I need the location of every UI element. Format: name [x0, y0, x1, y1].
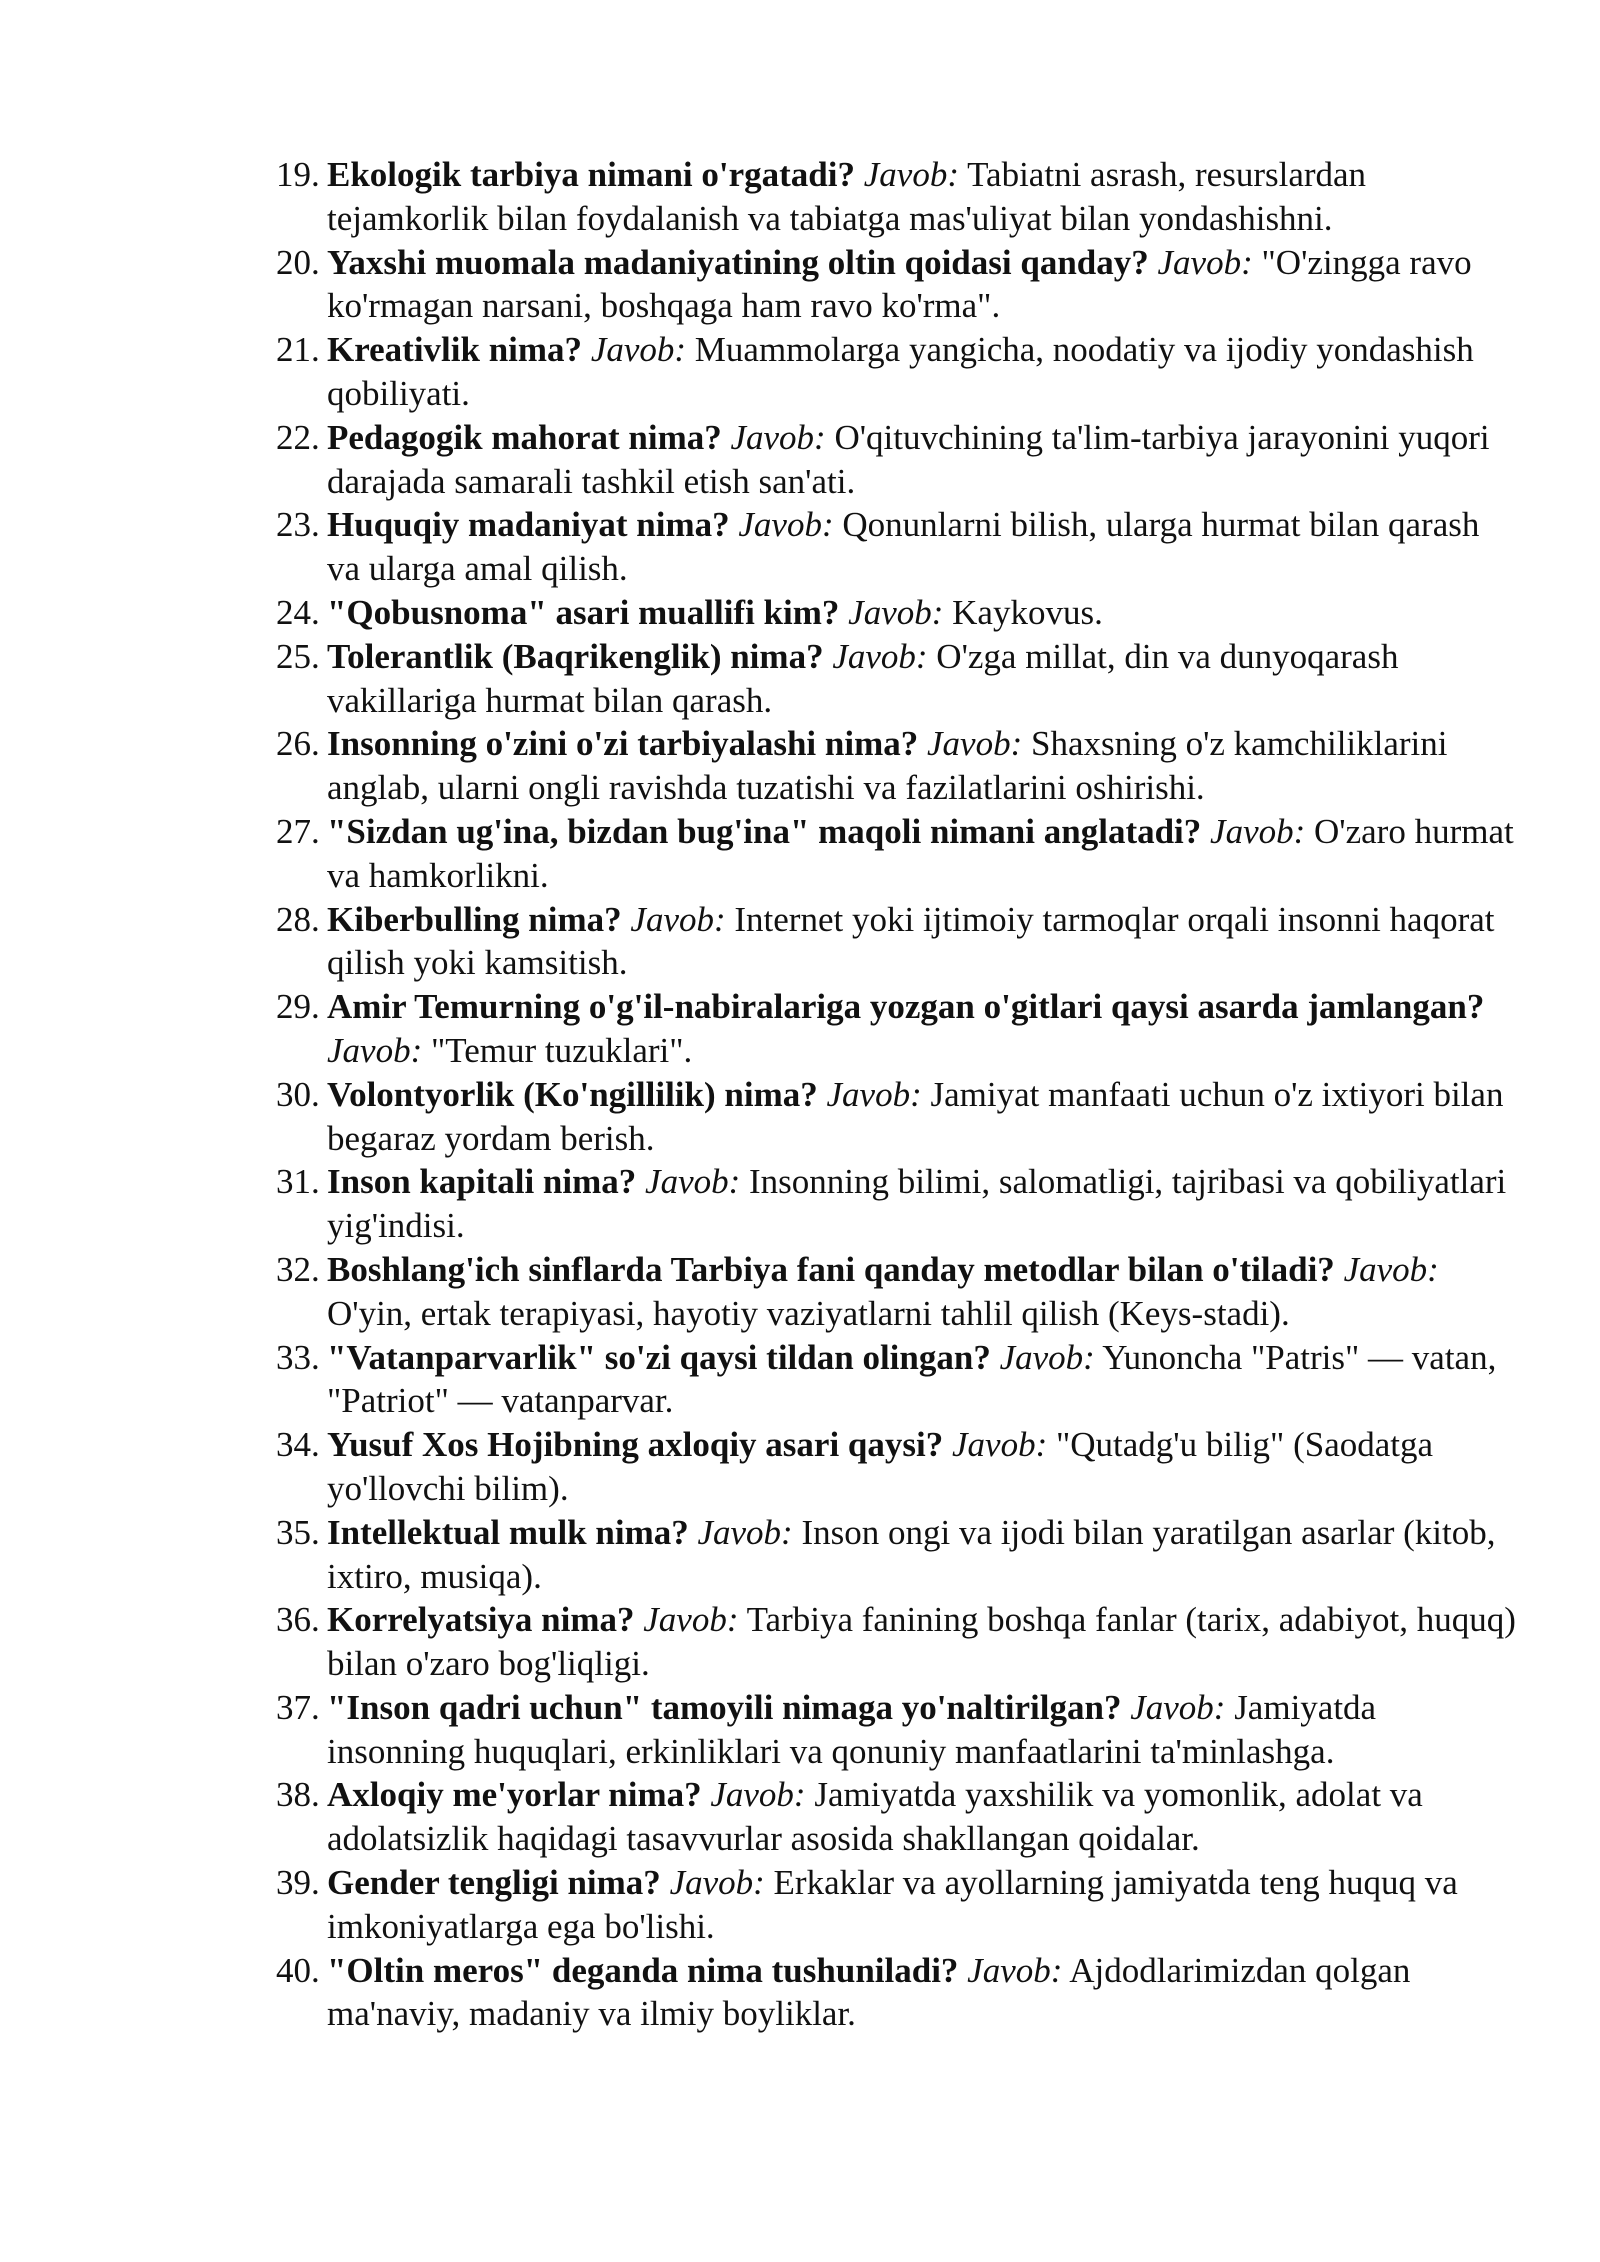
- answer-label: Javob:: [1157, 242, 1253, 282]
- list-item: [276, 1248, 1516, 1336]
- answer-text: Qonunlarni bilish, ularga hurmat bilan qarash va ularga amal qilish.: [327, 505, 1480, 589]
- answer-text: "O'zingga ravo ko'rmagan narsani, boshqaga ham ravo ko'rma".: [327, 242, 1472, 326]
- answer-text: O'zaro hurmat va hamkorlikni.: [327, 811, 1514, 895]
- answer-label: Javob:: [630, 899, 726, 939]
- question-text: Tolerantlik (Baqrikenglik) nima?: [327, 636, 824, 676]
- item-number: 28.: [276, 899, 320, 939]
- list-item: [276, 1073, 1516, 1161]
- answer-text: Shaxsning o'z kamchiliklarini anglab, ularni ongli ravishda tuzatishi va fazilatlarini oshirishi.: [327, 724, 1448, 808]
- answer-text: Jamiyatda insonning huquqlari, erkinliklari va qonuniy manfaatlarini ta'minlashga.: [327, 1687, 1377, 1771]
- item-number: 25.: [276, 636, 320, 676]
- answer-text: Muammolarga yangicha, noodatiy va ijodiy yondashish qobiliyati.: [327, 330, 1474, 413]
- answer-text: Jamiyatda yaxshilik va yomonlik, adolat va adolatsizlik haqidagi tasavvurlar asosida shakllangan qoidalar.: [327, 1775, 1423, 1859]
- answer-label: Javob:: [1343, 1249, 1439, 1289]
- list-item: [276, 416, 1516, 504]
- list-item: [276, 635, 1516, 723]
- answer-text: O'zga millat, din va dunyoqarash vakillariga hurmat bilan qarash.: [327, 636, 1399, 720]
- item-number: 35.: [276, 1512, 320, 1552]
- answer-text: Jamiyat manfaati uchun o'z ixtiyori bilan begaraz yordam berish.: [327, 1074, 1504, 1158]
- question-text: "Sizdan ug'ina, bizdan bug'ina" maqoli nimani anglatadi?: [327, 811, 1202, 851]
- item-number: 24.: [276, 592, 320, 632]
- question-text: Inson kapitali nima?: [327, 1162, 637, 1202]
- item-number: 23.: [276, 505, 320, 545]
- answer-text: Internet yoki ijtimoiy tarmoqlar orqali insonni haqorat qilish yoki kamsitish.: [327, 899, 1495, 983]
- list-item: [276, 722, 1516, 810]
- item-number: 29.: [276, 987, 320, 1027]
- answer-label: Javob:: [1130, 1687, 1226, 1727]
- item-number: 22.: [276, 417, 320, 457]
- list-item: [276, 328, 1516, 416]
- question-text: Axloqiy me'yorlar nima?: [327, 1775, 702, 1815]
- question-text: Korrelyatsiya nima?: [327, 1600, 635, 1640]
- question-text: Kiberbulling nima?: [327, 899, 622, 939]
- item-number: 32.: [276, 1249, 320, 1289]
- item-number: 38.: [276, 1775, 320, 1815]
- list-item: [276, 1949, 1516, 2037]
- item-number: 26.: [276, 724, 320, 764]
- item-number: 37.: [276, 1687, 320, 1727]
- list-item: [276, 241, 1516, 329]
- answer-label: Javob:: [832, 636, 928, 676]
- list-item: [276, 1861, 1516, 1949]
- question-text: "Qobusnoma" asari muallifi kim?: [327, 592, 840, 632]
- answer-text: Ajdodlarimizdan qolgan ma'naviy, madaniy va ilmiy boyliklar.: [327, 1950, 1411, 2034]
- list-item: [276, 1160, 1516, 1248]
- question-text: Volontyorlik (Ko'ngillilik) nima?: [327, 1074, 818, 1114]
- question-text: "Inson qadri uchun" tamoyili nimaga yo'naltirilgan?: [327, 1687, 1122, 1727]
- item-number: 20.: [276, 242, 320, 282]
- item-number: 39.: [276, 1863, 320, 1903]
- answer-label: Javob:: [826, 1074, 922, 1114]
- item-number: 31.: [276, 1162, 320, 1202]
- question-text: Kreativlik nima?: [327, 330, 583, 370]
- answer-label: Javob:: [327, 1030, 423, 1070]
- question-text: Boshlang'ich sinflarda Tarbiya fani qanday metodlar bilan o'tiladi?: [327, 1249, 1335, 1289]
- answer-text: O'yin, ertak terapiyasi, hayotiy vaziyatlarni tahlil qilish (Keys-stadi).: [327, 1293, 1290, 1333]
- answer-text: Tarbiya fanining boshqa fanlar (tarix, adabiyot, huquq) bilan o'zaro bog'liqligi.: [327, 1600, 1516, 1684]
- answer-label: Javob:: [645, 1162, 741, 1202]
- item-number: 36.: [276, 1600, 320, 1640]
- question-text: Yaxshi muomala madaniyatining oltin qoidasi qanday?: [327, 242, 1149, 282]
- question-text: Ekologik tarbiya nimani o'rgatadi?: [327, 155, 855, 194]
- list-item: [276, 1336, 1516, 1424]
- list-item: [276, 1511, 1516, 1599]
- question-text: "Oltin meros" deganda nima tushuniladi?: [327, 1950, 959, 1990]
- question-text: "Vatanparvarlik" so'zi qaysi tildan olingan?: [327, 1337, 991, 1377]
- item-number: 30.: [276, 1074, 320, 1114]
- list-item: [276, 1598, 1516, 1686]
- answer-text: "Qutadg'u bilig" (Saodatga yo'llovchi bilim).: [327, 1425, 1434, 1508]
- answer-label: Javob:: [967, 1950, 1063, 1990]
- answer-label: Javob:: [643, 1600, 739, 1640]
- question-text: Gender tengligi nima?: [327, 1863, 661, 1903]
- answer-text: Insonning bilimi, salomatligi, tajribasi va qobiliyatlari yig'indisi.: [327, 1162, 1507, 1246]
- answer-label: Javob:: [730, 417, 826, 457]
- item-number: 19.: [276, 155, 320, 194]
- answer-label: Javob:: [1210, 811, 1306, 851]
- answer-text: Tabiatni asrash, resurslardan tejamkorlik bilan foydalanish va tabiatga mas'uliyat bilan yondashishni.: [327, 155, 1367, 238]
- item-number: 33.: [276, 1337, 320, 1377]
- answer-label: Javob:: [669, 1863, 765, 1903]
- item-number: 34.: [276, 1425, 320, 1465]
- answer-label: Javob:: [697, 1512, 793, 1552]
- item-number: 40.: [276, 1950, 320, 1990]
- question-text: Huquqiy madaniyat nima?: [327, 505, 730, 545]
- answer-text: O'qituvchining ta'lim-tarbiya jarayonini yuqori darajada samarali tashkil etish san'ati.: [327, 417, 1490, 501]
- item-number: 27.: [276, 811, 320, 851]
- list-item: [276, 1686, 1516, 1774]
- answer-text: Kaykovus.: [952, 592, 1103, 632]
- answer-label: Javob:: [952, 1425, 1048, 1465]
- list-item: [276, 985, 1516, 1073]
- question-text: Insonning o'zini o'zi tarbiyalashi nima?: [327, 724, 919, 764]
- list-item: [276, 1773, 1516, 1861]
- list-item: [276, 591, 1516, 635]
- list-item: [276, 503, 1516, 591]
- answer-text: Yunoncha "Patris" — vatan, "Patriot" — vatanparvar.: [327, 1337, 1497, 1421]
- answer-text: Erkaklar va ayollarning jamiyatda teng huquq va imkoniyatlarga ega bo'lishi.: [327, 1863, 1458, 1946]
- qa-list: [276, 153, 1516, 2036]
- answer-label: Javob:: [863, 155, 959, 194]
- question-text: Amir Temurning o'g'il-nabiralariga yozgan o'gitlari qaysi asarda jamlangan?: [327, 987, 1485, 1027]
- list-item: [276, 810, 1516, 898]
- list-item: [276, 153, 1516, 241]
- answer-label: Javob:: [999, 1337, 1095, 1377]
- answer-label: Javob:: [738, 505, 834, 545]
- answer-label: Javob:: [927, 724, 1023, 764]
- list-item: [276, 1423, 1516, 1511]
- list-item: [276, 898, 1516, 986]
- answer-text: Inson ongi va ijodi bilan yaratilgan asarlar (kitob, ixtiro, musiqa).: [327, 1512, 1496, 1596]
- answer-text: "Temur tuzuklari".: [430, 1030, 693, 1070]
- question-text: Yusuf Xos Hojibning axloqiy asari qaysi?: [327, 1425, 944, 1465]
- question-text: Pedagogik mahorat nima?: [327, 417, 722, 457]
- item-number: 21.: [276, 330, 320, 370]
- question-text: Intellektual mulk nima?: [327, 1512, 689, 1552]
- answer-label: Javob:: [710, 1775, 806, 1815]
- answer-label: Javob:: [590, 330, 687, 370]
- answer-label: Javob:: [848, 592, 944, 632]
